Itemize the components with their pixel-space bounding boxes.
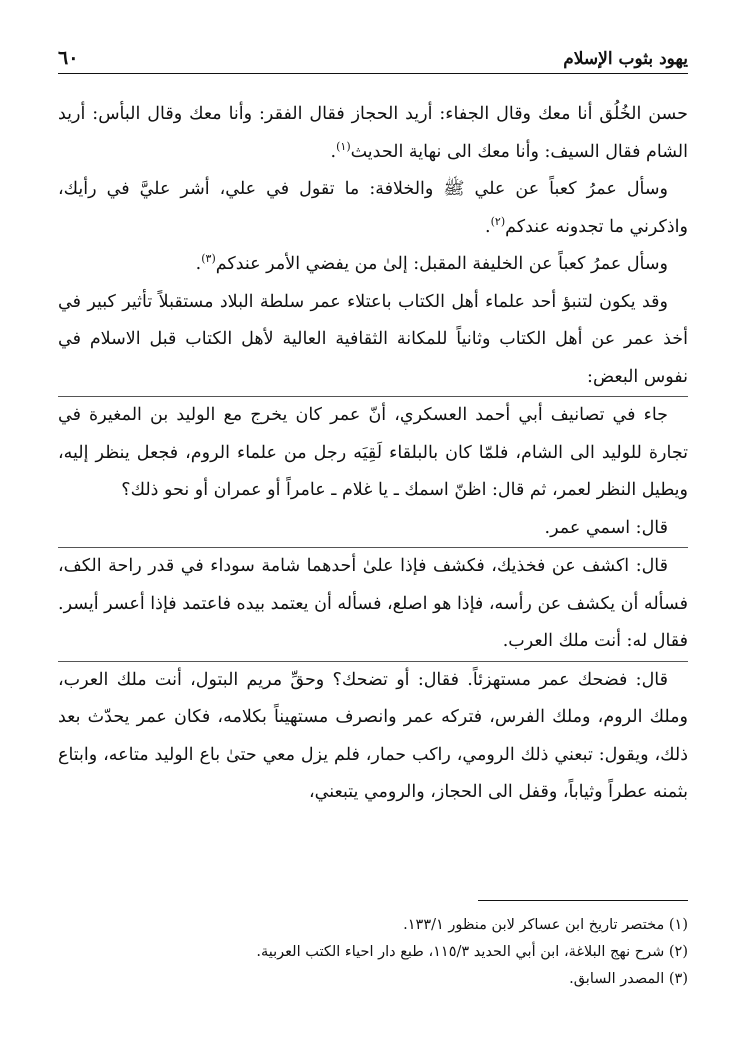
paragraph <box>58 396 688 510</box>
footnote: (١) مختصر تاريخ ابن عساكر لابن منظور ١٣٣/١. <box>403 917 688 933</box>
paragraph <box>58 171 688 246</box>
paragraph-text: قال: اسمي عمر. <box>544 517 668 538</box>
paragraph-text: وسأل عمرُ كعباً عن علي ﷺ والخلافة: ما تقول في علي، أشر عليَّ في رأيك، واذكرني ما تجدونه عندكم <box>58 179 688 237</box>
paragraph-text: قال: فضحك عمر مستهزئاً. فقال: أو تضحك؟ وحقِّ مريم البتول، أنت ملك العرب، وملك الروم، وملك الفرس، فتركه عمر وانصرف مستهيناً بكلامه، فكان عمر يحدّث بعد ذلك، ويقول: تبعني ذلك الرومي، راكب حمار، فلم يزل معي حتىٰ باع الوليد متاعه، وابتاع بثمنه عطراً وثياباً، وقفل الى الحجاز، والرومي يتبعني، <box>58 669 688 802</box>
paragraph-text: وسأل عمرُ كعباً عن الخليفة المقبل: إلىٰ من يفضي الأمر عندكم <box>215 254 668 274</box>
paragraph <box>58 284 688 397</box>
sentence-end: . <box>485 216 491 237</box>
running-title: يهود بثوب الإسلام <box>563 49 688 69</box>
paragraph <box>58 96 688 171</box>
paragraph <box>58 510 688 548</box>
page-header <box>58 40 688 74</box>
paragraph <box>58 547 688 661</box>
paragraph-text: قال: اكشف عن فخذيك، فكشف فإذا علىٰ أحدهما شامة سوداء في قدر راحة الكف، فسأله أن يكشف عن رأسه، فإذا هو اصلع، فسأله أن يعتمد بيده فاعتمد فإذا أعسر أيسر. فقال له: أنت ملك العرب. <box>58 556 688 651</box>
sentence-end: . <box>195 254 202 274</box>
paragraph-text: وقد يكون لتنبؤ أحد علماء أهل الكتاب باعتلاء عمر سلطة البلاد مستقبلاً تأثير كبير في أخذ عمر عن أهل الكتاب وثانياً للمكانة الثقافية العالية لأهل الكتاب قبل الاسلام في نفوس البعض: <box>58 291 688 387</box>
paragraph <box>58 661 688 812</box>
footnote-ref: (٣) <box>201 252 216 266</box>
footnote-ref: (٢) <box>490 214 506 228</box>
paragraph-text: حسن الخُلُق أنا معك وقال الجفاء: أريد الحجاز فقال الفقر: وأنا معك وقال البأس: أريد الشام فقال السيف: وأنا معك الى نهاية الحديث <box>58 104 688 162</box>
sentence-end: . <box>330 141 337 162</box>
footnote: (٣) المصدر السابق. <box>569 971 688 987</box>
book-page <box>58 0 688 1053</box>
body-text <box>58 96 688 812</box>
page-number: ٦٠ <box>58 47 79 69</box>
footnotes <box>58 912 688 993</box>
footnote: (٢) شرح نهج البلاغة، ابن أبي الحديد ١١٥/٣، طبع دار احياء الكتب العربية. <box>256 944 688 960</box>
paragraph-text: جاء في تصانيف أبي أحمد العسكري، أنّ عمر كان يخرج مع الوليد بن المغيرة في تجارة للوليد الى الشام، فلمّا كان بالبلقاء لَقِيَه رجل من علماء الروم، فجعل ينظر إليه، ويطيل النظر لعمر، ثم قال: اظنّ اسمك ـ يا غلام ـ عامراً أو عمران أو نحو ذلك؟ <box>58 405 688 500</box>
footnote-divider <box>478 900 688 901</box>
footnote-ref: (١) <box>336 139 351 153</box>
paragraph <box>58 246 688 284</box>
